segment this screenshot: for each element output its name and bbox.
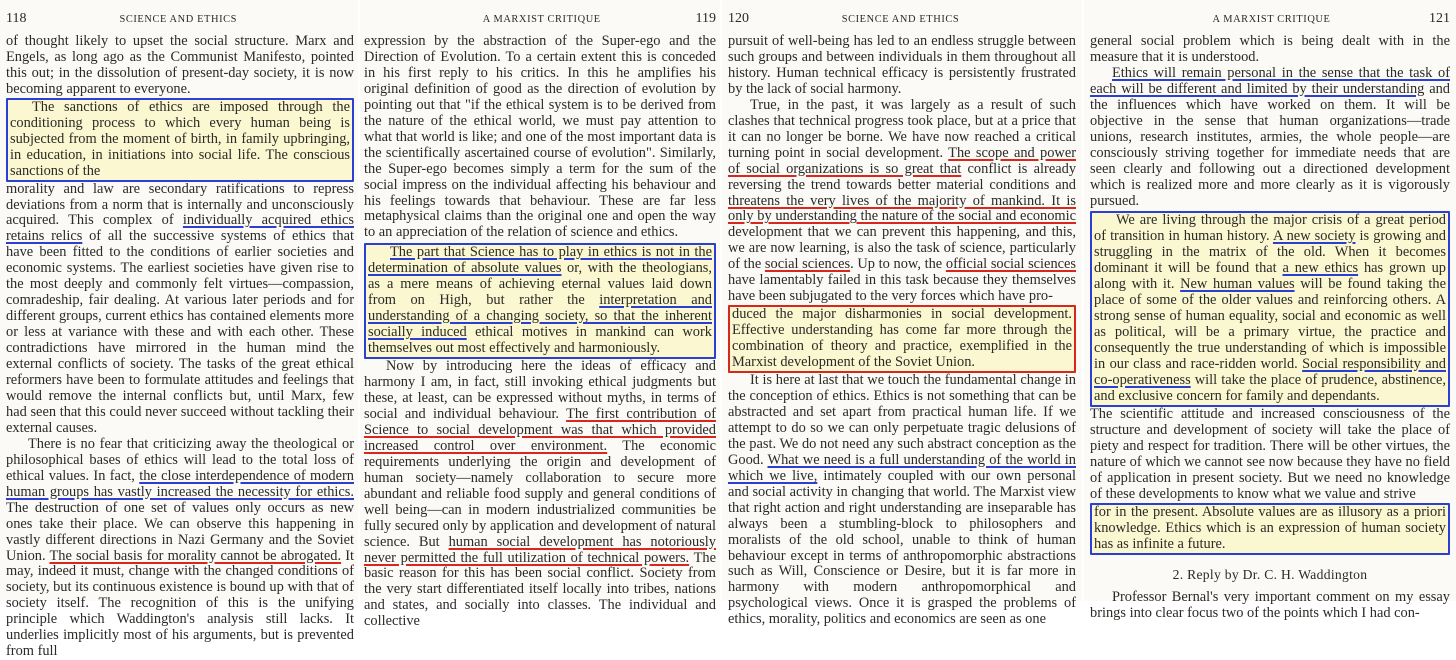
paragraph: True, in the past, it was largely as a result of such clashes that technical progress took place, but at a price that it can no longer be borne. We have now reached a critical turning point in social development. The scope and power of social organizations is so great that conflict is already reversing the trend towards better material conditions and threatens the very lives of the majority of mankind. It is only by understanding the nature of the social and economic development that we can prevent this happening, and this, we are now learning, is also the task of science, particularly of the social sciences. Up to now, the official social sciences have lamentably failed in this task because they themselves have been subjugated to the very forces which have pro-	[728, 96, 1077, 305]
page-number: 121	[1428, 11, 1450, 26]
paragraph: It is here at last that we touch the fundamental change in the conception of ethics. Ethics is not something that can be abstracted and set apart from practical human life. If we attempt to do so we can only perpetuate tragic delusions of the past. We do not need any such abstract conception as the Good. What we need is a full understanding of the world in which we live, intimately coupled with our own personal and social activity in changing that world. The Marxist view that right action and right understanding are inseparable has always been a stumbling-block to philosophers and moralists of the old school, unable to think of human behaviour except in terms of anthropomorphic abstractions such as Will, Conscience or Desire, but it is far more in harmony with modern anthropomorphical and psychological views. Once it is grasped the problems of ethics, morality, politics and economics are seen as one	[728, 372, 1077, 628]
underline-red: The first contribution of Science to social development was that which provided increased control over environment.	[364, 405, 716, 454]
underline-red: official social sciences	[945, 256, 1077, 273]
highlight-box: The part that Science has to play in ethics is not in the determination of absolute values or, with the theologians, as a mere means of achieving eternal values laid down from on High, but rather the interpretation and understanding of a changing society, so that the inherent socially induced ethical motives in mankind can work themselves out most effectively and harmoniously.	[364, 243, 716, 359]
page-body	[728, 34, 1076, 628]
page-body	[1090, 34, 1450, 622]
page-119	[360, 0, 720, 630]
underline-red: social sciences	[764, 256, 851, 273]
paragraph: morality and law are secondary ratifications to repress deviations from a norm that is internally and unconsciously acquired. This complex of individually acquired ethics retains relics of all the successive systems of ethics that have been fitted to the conditions of earlier societies and economic systems. The earliest societies have given rise to the most deeply and commonly felt virtues—compassion, comradeship, fair dealing. At various later periods and for different groups, current ethics has contained elements more or less at variance with these and with each other. These contradictions have mirrored in the human mind the external conflicts of society. The tasks of the great ethical reformers have been to formulate attitudes and feelings that would remove the internal conflicts but, until Marx, few had seen that this could never succeed without tackling their external causes.	[6, 180, 354, 436]
underline-red: human social development has notoriously never permitted the full utilization of technical powers.	[364, 533, 716, 566]
paragraph: pursuit of well-being has led to an endless struggle between such groups and between individuals in them throughout all history. Human technical efficacy is persistently frustrated by the lack of social harmony.	[728, 33, 1076, 97]
underline-red: The scope and power of social organizations is so great that	[728, 144, 1076, 177]
underline-blue: individually acquired ethics retains relics	[6, 212, 354, 245]
underline-red: The social basis for morality cannot be abrogated.	[49, 547, 342, 564]
paragraph: expression by the abstraction of the Super-ego and the Direction of Evolution. To a certain extent this is conceded in his first reply to his critics. In this he amplifies his original definition of good as the direction of evolution by pointing out that "if the ethical system is to be derived from the nature of the ethical world, we must pay attention to what that world is like; and one of the most important data is the scientifically ascertained course of evolution". Similarly, the Super-ego becomes simply a term for the sum of the social impress on the individual affecting his behaviour and his feelings towards that behaviour. These are far less metaphysical claims than the original one and open the way to an appreciation of the relation of science and ethics.	[364, 33, 716, 241]
page-121	[1084, 0, 1456, 622]
section-heading: 2. Reply by Dr. C. H. Waddington	[1172, 566, 1368, 582]
page-118	[0, 0, 358, 660]
highlight-box-red: duced the major disharmonies in social development. Effective understanding has come far more through the combination of theory and practice, exemplified in the Marxist development of the Soviet Union.	[728, 305, 1076, 373]
paragraph: There is no fear that criticizing away the theological or philosophical bases of ethics will lead to the total loss of ethical values. In fact, the close interdependence of modern human groups has vastly increased the necessity for ethics. The destruction of one set of values only occurs as new ones take their place. We can observe this happening in vastly different directions in Nazi Germany and the Soviet Union. The social basis for morality cannot be abrogated. It may, indeed it must, change with the changed conditions of society, but its continuous existence is bound up with that of society itself. The recognition of this is the unifying principle which Waddington's analysis still lacks. It underlies implicitly most of his arguments, but is prevented from full	[6, 435, 355, 660]
page-number: 118	[6, 11, 27, 26]
running-head	[6, 8, 354, 34]
page-body	[6, 34, 354, 660]
paragraph: general social problem which is being dealt with in the measure that it is understood.	[1090, 33, 1450, 65]
underline-blue: the close interdependence of modern human groups has vastly increased the necessity for ethics.	[6, 467, 354, 500]
page-number: 119	[695, 11, 716, 26]
highlight-box: The sanctions of ethics are imposed through the conditioning process to which every human being is subjected from the moment of birth, in family upbringing, in education, in initiations into social life. The conscious sanctions of the	[6, 98, 354, 182]
page-120	[722, 0, 1082, 628]
running-title: SCIENCE AND ETHICS	[841, 14, 960, 25]
running-head	[364, 8, 716, 34]
highlight-box: We are living through the major crisis of a great period of transition in human history. A new society is growing and struggling in the matrix of the old. When it becomes dominant it will be found that a new ethics has grown up along with it. New human values will be found taking the place of some of the older values and reinforcing others. A strong sense of human equality, social and economic as well as political, will be a primary virtue, the practice and consequently the true understanding of which is impossible in our class and race-ridden world. Social responsibility and co-operativeness will take the place of prudence, abstinence, and exclusive concern for family and dependants.	[1090, 211, 1450, 406]
underline-blue: What we need is a full understanding of the world in which we live,	[728, 451, 1077, 484]
running-head	[1090, 8, 1450, 34]
underline-blue: Ethics will remain personal in the sense that the task of each will be different and limited by their understanding	[1090, 64, 1450, 97]
paragraph: The scientific attitude and increased consciousness of the structure and development of society will take the place of piety and respect for tradition. There will be other virtues, the nature of which we cannot see now because they have no field of application in present society. But we need no knowledge of these developments to know what we value and strive	[1090, 405, 1450, 502]
page-number: 120	[728, 11, 749, 26]
paragraph: Professor Bernal's very important comment on my essay brings into clear focus two of the points which I had con-	[1090, 589, 1450, 622]
paragraph: Ethics will remain personal in the sense that the task of each will be different and limited by their understanding and the influences which have worked on them. It will be objective in the sense that human organizations—trade unions, research institutes, armies, the whole people—are consciously striving together for immediate needs that are seen clearly and following out a directioned development which is realized more and more clearly as it is vigorously pursued.	[1090, 64, 1450, 209]
running-head	[728, 8, 1076, 34]
running-title: A MARXIST CRITIQUE	[1212, 14, 1331, 25]
page-body	[364, 34, 716, 630]
running-title: A MARXIST CRITIQUE	[482, 14, 601, 25]
paragraph: of thought likely to upset the social structure. Marx and Engels, as long ago as the Communist Manifesto, pointed this out; in the dissolution of present-day society, it is now becoming apparent to everyone.	[6, 33, 354, 97]
paragraph: Now by introducing here the ideas of efficacy and harmony I am, in fact, still invoking ethical judgments but these, at least, can be expressed without myths, in terms of social and individual behaviour. The first contribution of Science to social development was that which provided increased control over environment. The economic requirements underlying the origin and development of human society—namely collaboration to secure more abundant and reliable food supply and general conditions of well being—can in modern industrialized communities be fully secured only by application and development of natural science. But human social development has notoriously never permitted the full utilization of technical powers. The basic reason for this has been social conflict. Society from the very start differentiated itself locally into tribes, nations and states, and socially into classes. The individual and collective	[364, 358, 717, 630]
running-title: SCIENCE AND ETHICS	[119, 14, 238, 25]
underline-red: threatens the very lives of the majority of mankind. It is only by understanding the nature of the social and economic	[728, 192, 1076, 225]
highlight-box: for in the present. Absolute values are as illusory as a priori knowledge. Ethics which is an expression of human society has as infinite a future.	[1090, 503, 1450, 555]
